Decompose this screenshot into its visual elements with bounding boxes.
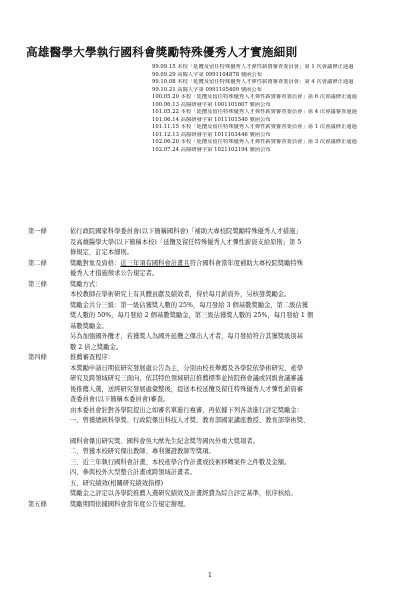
article-label: 第三條 (28, 280, 47, 288)
criteria-item: 四、參與校外大型整合計畫或跨領域計畫者。 (70, 469, 196, 476)
article-2 (28, 259, 392, 280)
article-3 (28, 280, 392, 354)
article-text: 獎勵方式： (70, 280, 102, 288)
revision-history (152, 64, 414, 155)
history-line: 102.07.24 高醫研發字第 1021102194 號函公布 (152, 147, 271, 154)
document-title: 高雄醫學大學執行國科會獎勵特殊優秀人才實施細則 (26, 45, 298, 59)
article-text: 獎勵金共分三級：第一級佔獲獎人數的 25%，每月發給 3 個基數獎勵金，第二級佔獲 (70, 301, 309, 309)
article-text: 依行政院國家科學委員會(以下簡稱國科會)「補助大專校院獎勵特殊優秀人才措施」 (70, 228, 302, 235)
article-label: 第四條 (28, 354, 47, 361)
article-text: 獎勵期間依據國科會當年度公告規定辦理。 (70, 500, 190, 508)
article-5 (28, 500, 392, 511)
criteria-item: 一、曾獲總統科學獎、行政院傑出科技人才獎、教育部國家講座教授、教育部學術獎、 (70, 417, 310, 424)
history-line: 101.12.13 高醫研發字第 1011103446 號函公布 (152, 131, 271, 138)
history-line: 99.09.29 高醫人字第 0991104878 號函公布 (152, 71, 263, 78)
article-text: 獎人數的 50%，每月發給 2 個基數獎勵金，第三級佔獲獎人數的 25%，每月發給 1 個 (70, 312, 314, 319)
article-text: 獎勵金之評定以各學院推薦人選研究績效及計畫經費為綜合評定基準，依序核給。 (70, 490, 297, 497)
article-4 (28, 353, 392, 500)
history-line: 102.06.20 本校「延攬及留任特殊優秀人才彈性薪資審查委員會」第 3 次會議修正通過 (152, 139, 357, 146)
criteria-item: 國科會傑出研究獎、國科會吳大猷先生紀念獎等國內外重大獎項者。 (70, 437, 259, 445)
article-text: 本校教師在學術研究上有具體貢獻及績效者，得於每月薪資外，另核發獎勵金。 (70, 291, 291, 298)
article-1 (28, 227, 392, 259)
article-text: 優秀人才措施徵求公告規定者。 (70, 270, 159, 277)
criteria-item: 五、研究績效(相關研究績效指標) (70, 479, 164, 487)
article-label: 第二條 (28, 259, 47, 267)
article-label: 第五條 (28, 500, 47, 508)
history-line: 100.06.13 高醫研發字第 1001101807 號函公布 (152, 101, 271, 108)
article-text (70, 259, 392, 270)
underlined-requirement: 近三年須有國科會計畫且 (120, 259, 190, 267)
criteria-item: 三、近三年執行國科會計畫、本校產學合作計畫或技術移轉案件之件數及金額。 (70, 458, 291, 466)
history-line: 100.05.20 本校「延攬及留任特殊優秀人才彈性薪資審查委員會」第 6 次會議修正通過 (152, 94, 357, 101)
document-body (28, 227, 392, 510)
history-line: 101.06.14 高醫研發字第 1011101540 號函公布 (152, 116, 271, 123)
article-text: 由本委員會針對各學院提出之如審名單進行複審，再依據下列各款進行評定獎勵金： (70, 406, 303, 414)
history-line: 99.10.21 高醫人字第 0991105409 號函公布 (152, 86, 263, 93)
article-text: 數 2 倍之獎勵金。 (70, 343, 123, 351)
history-line: 99.09.15 本校「延攬及留任特殊優秀人才彈性薪資審查委員會」第 1 次會議修正通過 (152, 64, 354, 70)
article-text-part: 獎勵對象及資格： (70, 259, 121, 267)
history-line: 101.11.15 本校「延攬及留任特殊優秀人才彈性薪資審查委員會」第 1 次會議修正通過 (152, 124, 357, 131)
article-text: 條規定，訂定本細則。 (70, 249, 133, 256)
article-text: 查委員會(以下簡稱本委員會)審查。 (70, 396, 170, 403)
article-label: 第一條 (28, 228, 47, 235)
criteria-item: 二、曾獲本校研究傑出教師、專利獲證教師等獎項。 (70, 448, 215, 455)
article-text: 推薦審查程序： (70, 354, 115, 361)
history-line: 101.05.22 本校「延攬及留任特殊優秀人才彈性薪資審查委員會」第 4 次會議審查通過 (152, 109, 357, 116)
article-text: 另為加強國外攬才，若獲獎人為國外延攬之傑出人才者，每月發給符合其獲獎級別基 (70, 333, 303, 340)
article-text: 研究及跨領域研究三面向，依其特色領域研訂推薦標準並按院務會議或同級會議審議 (70, 375, 303, 382)
article-text: 本獎勵申請日期依研究發展處公告為主，分別由校長舉薦及各學院依學術研究、產學 (70, 364, 303, 372)
history-line: 99.10.08 本校「延攬及留任特殊優秀人才彈性薪資審查委員會」第 4 次會議修正通過 (152, 79, 354, 86)
page-number: 1 (207, 571, 213, 579)
article-text-part: 符合國科會當年度補助大專校院獎勵特殊 (189, 259, 303, 267)
article-text: 基數獎勵金。 (70, 322, 108, 330)
article-text: 及高雄醫學大學(以下簡稱本校)「延攬及留任特殊優秀人才彈性薪資支給原則」第 5 (70, 238, 302, 246)
article-text: 後推薦人選，送經研究發展處彙整後，提送本校延攬及留任特殊優秀人才彈性薪資審 (70, 385, 303, 393)
